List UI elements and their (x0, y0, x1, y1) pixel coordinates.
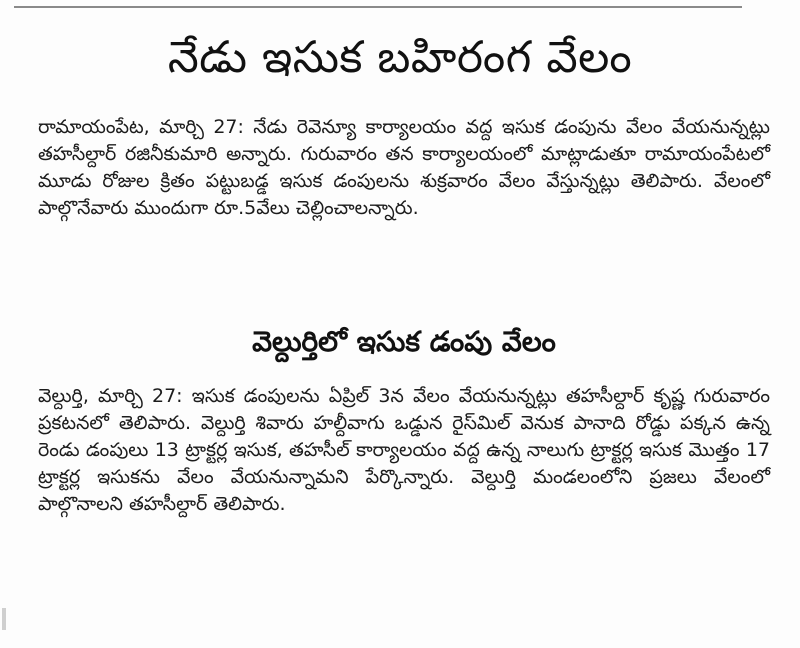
article-paragraph-2: వెల్దుర్తి, మార్చి 27: ఇసుక డంపులను ఏప్రిల్ 3న వేలం వేయనున్నట్లు తహసీల్దార్ కృష్ణ గురువారం ప్రకటనలో తెలిపారు. వెల్దుర్తి శివారు హల్దీవాగు ఒడ్డున రైస్‌మిల్ వెనుక పానాది రోడ్డు పక్కన ఉన్న రెండు డంపులు 13 ట్రాక్టర్ల ఇసుక, తహసీల్ కార్యాలయం వద్ద ఉన్న నాలుగు ట్రాక్టర్ల ఇసుక మొత్తం 17 ట్రాక్టర్ల ఇసుకను వేలం వేయనున్నామని పేర్కొన్నారు. వెల్దుర్తి మండలంలోని ప్రజలు వేలంలో పాల్గొనాలని తహసీల్దార్ తెలిపారు. (38, 385, 770, 515)
article-paragraph-1: రామాయంపేట, మార్చి 27: నేడు రెవెన్యూ కార్యాలయం వద్ద ఇసుక డంపును వేలం వేయనున్నట్లు తహసీల్దార్ రజినీకుమారి అన్నారు. గురువారం తన కార్యాలయంలో మాట్లాడుతూ రామాయంపేటలో మూడు రోజుల క్రితం పట్టుబడ్డ ఇసుక డంపులను శుక్రవారం వేలం వేస్తున్నట్లు తెలిపారు. వేలంలో పాల్గొనేవారు ముందుగా రూ.5వేలు చెల్లించాలన్నారు. (38, 116, 770, 219)
top-divider (14, 6, 742, 8)
scan-edge-mark (2, 608, 6, 630)
article-headline: నేడు ఇసుక బహిరంగ వేలం (167, 32, 633, 83)
article-subheading: వెల్దుర్తిలో ఇసుక డంపు వేలం (252, 325, 556, 358)
